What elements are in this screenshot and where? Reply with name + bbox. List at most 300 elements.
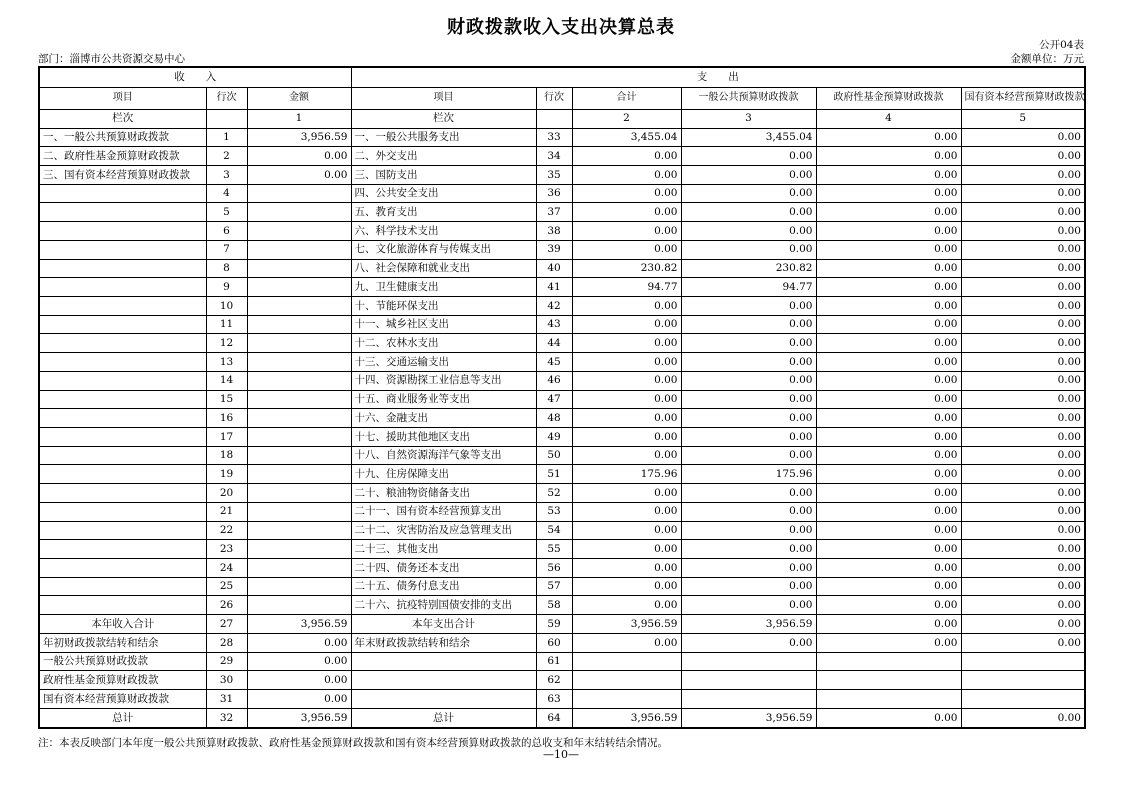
income-amount-cell xyxy=(247,240,351,259)
income-lineno-cell: 21 xyxy=(206,502,247,521)
table-row xyxy=(39,615,1085,634)
income-item-cell xyxy=(39,502,206,521)
income-amount-cell xyxy=(247,465,351,484)
expense-total-cell: 0.00 xyxy=(572,390,681,409)
income-amount-cell xyxy=(247,484,351,503)
expense-lineno-cell: 55 xyxy=(536,540,572,559)
table-row xyxy=(39,708,1085,728)
income-lineno-cell: 31 xyxy=(206,690,247,709)
expense-item-header: 项目 xyxy=(351,87,536,109)
expense-general-budget-cell: 0.00 xyxy=(681,390,816,409)
colnum-2: 2 xyxy=(572,109,681,128)
income-lineno-cell: 25 xyxy=(206,577,247,596)
income-lanci-label: 栏次 xyxy=(39,109,206,128)
income-item-cell: 三、国有资本经营预算财政拨款 xyxy=(39,165,206,184)
table-row xyxy=(39,353,1085,372)
expense-lineno-cell: 57 xyxy=(536,577,572,596)
table-row xyxy=(39,596,1085,615)
expense-total-cell: 0.00 xyxy=(572,521,681,540)
income-item-cell: 一、一般公共预算财政拨款 xyxy=(39,128,206,147)
expense-item-cell: 总计 xyxy=(351,708,536,728)
income-item-cell xyxy=(39,240,206,259)
expense-gov-fund-cell: 0.00 xyxy=(816,165,961,184)
income-amount-cell xyxy=(247,334,351,353)
expense-soe-capital-cell: 0.00 xyxy=(961,259,1085,278)
income-lineno-cell: 12 xyxy=(206,334,247,353)
expense-general-budget-cell: 0.00 xyxy=(681,428,816,447)
income-item-cell: 总计 xyxy=(39,708,206,728)
expense-general-budget-cell: 0.00 xyxy=(681,222,816,241)
expense-gov-fund-cell: 0.00 xyxy=(816,240,961,259)
expense-total-cell: 0.00 xyxy=(572,315,681,334)
income-item-cell: 二、政府性基金预算财政拨款 xyxy=(39,147,206,166)
expense-general-budget-cell: 0.00 xyxy=(681,540,816,559)
expense-total-cell: 0.00 xyxy=(572,446,681,465)
expense-item-cell: 十、节能环保支出 xyxy=(351,296,536,315)
expense-item-cell: 十二、农林水支出 xyxy=(351,334,536,353)
expense-general-budget-cell: 0.00 xyxy=(681,353,816,372)
income-item-cell: 政府性基金预算财政拨款 xyxy=(39,671,206,690)
expense-gov-fund-cell: 0.00 xyxy=(816,353,961,372)
income-lineno-header: 行次 xyxy=(206,87,247,109)
expense-item-cell: 二十四、债务还本支出 xyxy=(351,559,536,578)
table-row xyxy=(39,633,1085,652)
table-row xyxy=(39,540,1085,559)
expense-lineno-cell: 60 xyxy=(536,633,572,652)
income-amount-cell xyxy=(247,296,351,315)
expense-general-budget-cell: 0.00 xyxy=(681,371,816,390)
expense-lineno-cell: 48 xyxy=(536,409,572,428)
expense-general-budget-cell: 0.00 xyxy=(681,446,816,465)
table-row xyxy=(39,671,1085,690)
income-lineno-cell: 4 xyxy=(206,184,247,203)
expense-total-cell: 175.96 xyxy=(572,465,681,484)
expense-general-budget-cell: 3,455.04 xyxy=(681,128,816,147)
expense-total-cell: 0.00 xyxy=(572,222,681,241)
expense-soe-capital-cell: 0.00 xyxy=(961,559,1085,578)
expense-total-cell: 0.00 xyxy=(572,147,681,166)
expense-gov-fund-cell: 0.00 xyxy=(816,502,961,521)
expense-soe-capital-cell: 0.00 xyxy=(961,390,1085,409)
expense-item-cell: 七、文化旅游体育与传媒支出 xyxy=(351,240,536,259)
expense-total-cell: 0.00 xyxy=(572,484,681,503)
income-amount-cell xyxy=(247,540,351,559)
expense-gov-fund-cell: 0.00 xyxy=(816,203,961,222)
expense-general-budget-cell: 230.82 xyxy=(681,259,816,278)
income-amount-cell xyxy=(247,559,351,578)
expense-general-budget-cell: 3,956.59 xyxy=(681,708,816,728)
income-amount-cell: 0.00 xyxy=(247,671,351,690)
page-number: —10— xyxy=(543,748,579,761)
expense-general-budget-cell: 0.00 xyxy=(681,409,816,428)
income-section-header: 收 入 xyxy=(39,67,351,87)
income-item-cell: 年初财政拨款结转和结余 xyxy=(39,633,206,652)
income-item-cell: 一般公共预算财政拨款 xyxy=(39,652,206,671)
expense-soe-capital-cell: 0.00 xyxy=(961,278,1085,297)
income-item-cell xyxy=(39,278,206,297)
expense-item-cell: 八、社会保障和就业支出 xyxy=(351,259,536,278)
income-lineno-cell: 26 xyxy=(206,596,247,615)
income-amount-cell xyxy=(247,596,351,615)
expense-gov-fund-cell: 0.00 xyxy=(816,465,961,484)
income-amount-cell xyxy=(247,278,351,297)
expense-lineno-cell: 61 xyxy=(536,652,572,671)
expense-soe-capital-cell: 0.00 xyxy=(961,334,1085,353)
expense-general-budget-cell: 0.00 xyxy=(681,315,816,334)
expense-lineno-cell: 62 xyxy=(536,671,572,690)
expense-item-cell: 二十、粮油物资储备支出 xyxy=(351,484,536,503)
income-amount-cell xyxy=(247,184,351,203)
expense-gov-fund-cell: 0.00 xyxy=(816,128,961,147)
expense-general-budget-cell xyxy=(681,671,816,690)
income-item-cell xyxy=(39,484,206,503)
expense-total-cell: 230.82 xyxy=(572,259,681,278)
expense-total-cell: 0.00 xyxy=(572,577,681,596)
income-item-cell xyxy=(39,296,206,315)
income-amount-cell: 3,956.59 xyxy=(247,708,351,728)
colnum-1: 1 xyxy=(247,109,351,128)
income-lineno-cell: 27 xyxy=(206,615,247,634)
income-amount-cell: 0.00 xyxy=(247,690,351,709)
expense-total-cell: 0.00 xyxy=(572,540,681,559)
income-lineno-cell: 20 xyxy=(206,484,247,503)
expense-lineno-cell: 35 xyxy=(536,165,572,184)
expense-soe-capital-cell: 0.00 xyxy=(961,315,1085,334)
expense-lineno-cell: 42 xyxy=(536,296,572,315)
income-amount-header: 金额 xyxy=(247,87,351,109)
income-lineno-cell: 30 xyxy=(206,671,247,690)
income-amount-cell xyxy=(247,428,351,447)
colnum-4: 4 xyxy=(816,109,961,128)
expense-general-budget-cell: 0.00 xyxy=(681,147,816,166)
income-lineno-cell: 24 xyxy=(206,559,247,578)
expense-gov-fund-cell: 0.00 xyxy=(816,559,961,578)
expense-lineno-cell: 36 xyxy=(536,184,572,203)
income-item-cell xyxy=(39,577,206,596)
expense-lineno-cell: 37 xyxy=(536,203,572,222)
expense-lineno-cell: 56 xyxy=(536,559,572,578)
expense-general-budget-cell: 0.00 xyxy=(681,521,816,540)
expense-lineno-header: 行次 xyxy=(536,87,572,109)
table-row xyxy=(39,278,1085,297)
expense-item-cell xyxy=(351,671,536,690)
expense-lineno-cell: 58 xyxy=(536,596,572,615)
expense-item-cell: 四、公共安全支出 xyxy=(351,184,536,203)
expense-lineno-cell: 39 xyxy=(536,240,572,259)
income-lineno-cell: 22 xyxy=(206,521,247,540)
table-row xyxy=(39,502,1085,521)
expense-gov-fund-cell: 0.00 xyxy=(816,147,961,166)
expense-lineno-cell: 63 xyxy=(536,690,572,709)
expense-lineno-cell: 49 xyxy=(536,428,572,447)
table-row xyxy=(39,184,1085,203)
column-header-row xyxy=(39,87,1085,109)
expense-total-cell: 0.00 xyxy=(572,353,681,372)
income-amount-cell: 3,956.59 xyxy=(247,128,351,147)
table-row xyxy=(39,484,1085,503)
page-title: 财政拨款收入支出决算总表 xyxy=(447,17,675,38)
expense-gov-fund-cell: 0.00 xyxy=(816,633,961,652)
expense-soe-capital-cell xyxy=(961,671,1085,690)
expense-item-cell: 二十一、国有资本经营预算支出 xyxy=(351,502,536,521)
table-row xyxy=(39,465,1085,484)
expense-total-cell: 0.00 xyxy=(572,596,681,615)
income-item-cell: 国有资本经营预算财政拨款 xyxy=(39,690,206,709)
expense-item-cell: 年末财政拨款结转和结余 xyxy=(351,633,536,652)
income-lineno-cell: 6 xyxy=(206,222,247,241)
table-row xyxy=(39,334,1085,353)
table-row xyxy=(39,690,1085,709)
expense-total-cell: 0.00 xyxy=(572,203,681,222)
department-label: 部门：淄博市公共资源交易中心 xyxy=(38,53,185,65)
section-header-row xyxy=(39,67,1085,87)
expense-soe-capital-cell: 0.00 xyxy=(961,484,1085,503)
expense-general-budget-cell: 0.00 xyxy=(681,240,816,259)
table-row xyxy=(39,428,1085,447)
income-lineno-cell: 11 xyxy=(206,315,247,334)
expense-total-cell: 0.00 xyxy=(572,296,681,315)
expense-general-budget-cell: 0.00 xyxy=(681,633,816,652)
expense-item-cell: 二、外交支出 xyxy=(351,147,536,166)
expense-gov-fund-cell: 0.00 xyxy=(816,390,961,409)
income-lineno-cell: 13 xyxy=(206,353,247,372)
expense-soe-capital-cell: 0.00 xyxy=(961,165,1085,184)
expense-lineno-cell: 34 xyxy=(536,147,572,166)
income-item-cell xyxy=(39,353,206,372)
income-item-cell xyxy=(39,596,206,615)
expense-total-cell: 0.00 xyxy=(572,409,681,428)
income-lineno-cell: 28 xyxy=(206,633,247,652)
table-row xyxy=(39,128,1085,147)
table-row xyxy=(39,409,1085,428)
table-row xyxy=(39,296,1085,315)
income-amount-cell: 0.00 xyxy=(247,165,351,184)
expense-gov-fund-cell: 0.00 xyxy=(816,484,961,503)
expense-item-cell: 十五、商业服务业等支出 xyxy=(351,390,536,409)
expense-gov-fund-cell xyxy=(816,652,961,671)
expense-general-budget-cell: 0.00 xyxy=(681,596,816,615)
expense-soe-capital-cell: 0.00 xyxy=(961,371,1085,390)
expense-soe-capital-cell: 0.00 xyxy=(961,446,1085,465)
income-amount-cell xyxy=(247,371,351,390)
expense-gov-fund-cell: 0.00 xyxy=(816,371,961,390)
empty-cell xyxy=(206,109,247,128)
expense-general-budget-cell xyxy=(681,652,816,671)
expense-soe-capital-cell xyxy=(961,652,1085,671)
income-item-cell xyxy=(39,409,206,428)
income-amount-cell: 0.00 xyxy=(247,633,351,652)
expense-general-budget-cell: 0.00 xyxy=(681,296,816,315)
expense-total-cell: 0.00 xyxy=(572,165,681,184)
expense-total-cell: 0.00 xyxy=(572,633,681,652)
expense-gov-fund-cell xyxy=(816,690,961,709)
income-item-cell xyxy=(39,390,206,409)
income-amount-cell: 3,956.59 xyxy=(247,615,351,634)
expense-gov-fund-cell: 0.00 xyxy=(816,521,961,540)
expense-soe-capital-cell: 0.00 xyxy=(961,147,1085,166)
expense-gov-fund-cell: 0.00 xyxy=(816,540,961,559)
expense-soe-capital-cell xyxy=(961,690,1085,709)
expense-lineno-cell: 52 xyxy=(536,484,572,503)
expense-total-cell: 0.00 xyxy=(572,240,681,259)
expense-soe-capital-cell: 0.00 xyxy=(961,222,1085,241)
income-lineno-cell: 16 xyxy=(206,409,247,428)
expense-item-cell xyxy=(351,690,536,709)
expense-general-budget-cell: 0.00 xyxy=(681,165,816,184)
expense-lineno-cell: 38 xyxy=(536,222,572,241)
income-amount-cell xyxy=(247,409,351,428)
income-lineno-cell: 1 xyxy=(206,128,247,147)
expense-total-cell: 0.00 xyxy=(572,428,681,447)
expense-item-cell: 三、国防支出 xyxy=(351,165,536,184)
income-item-cell xyxy=(39,315,206,334)
expense-total-cell: 0.00 xyxy=(572,371,681,390)
expense-general-budget-cell xyxy=(681,690,816,709)
expense-section-header: 支 出 xyxy=(351,67,1085,87)
income-lineno-cell: 19 xyxy=(206,465,247,484)
income-amount-cell xyxy=(247,203,351,222)
expense-soe-capital-cell: 0.00 xyxy=(961,540,1085,559)
expense-item-cell: 十三、交通运输支出 xyxy=(351,353,536,372)
income-amount-cell: 0.00 xyxy=(247,652,351,671)
expense-gov-fund-cell: 0.00 xyxy=(816,315,961,334)
expense-lineno-cell: 53 xyxy=(536,502,572,521)
income-amount-cell xyxy=(247,502,351,521)
expense-gov-fund-cell: 0.00 xyxy=(816,222,961,241)
expense-gov-fund-cell: 0.00 xyxy=(816,334,961,353)
gov-fund-header: 政府性基金预算财政拨款 xyxy=(816,87,961,109)
expense-general-budget-cell: 3,956.59 xyxy=(681,615,816,634)
expense-lineno-cell: 64 xyxy=(536,708,572,728)
expense-gov-fund-cell: 0.00 xyxy=(816,596,961,615)
income-amount-cell xyxy=(247,259,351,278)
expense-lineno-cell: 33 xyxy=(536,128,572,147)
expense-soe-capital-cell: 0.00 xyxy=(961,465,1085,484)
expense-gov-fund-cell: 0.00 xyxy=(816,259,961,278)
expense-total-cell: 3,455.04 xyxy=(572,128,681,147)
soe-capital-header: 国有资本经营预算财政拨款 xyxy=(961,87,1085,109)
income-item-cell xyxy=(39,203,206,222)
expense-soe-capital-cell: 0.00 xyxy=(961,296,1085,315)
expense-item-cell: 九、卫生健康支出 xyxy=(351,278,536,297)
expense-gov-fund-cell: 0.00 xyxy=(816,615,961,634)
income-amount-cell xyxy=(247,521,351,540)
expense-lineno-cell: 44 xyxy=(536,334,572,353)
expense-gov-fund-cell: 0.00 xyxy=(816,296,961,315)
income-amount-cell xyxy=(247,577,351,596)
expense-total-cell xyxy=(572,652,681,671)
expense-general-budget-cell: 0.00 xyxy=(681,502,816,521)
expense-item-cell: 五、教育支出 xyxy=(351,203,536,222)
expense-gov-fund-cell xyxy=(816,671,961,690)
income-item-cell xyxy=(39,184,206,203)
expense-soe-capital-cell: 0.00 xyxy=(961,428,1085,447)
table-row xyxy=(39,315,1085,334)
expense-soe-capital-cell: 0.00 xyxy=(961,502,1085,521)
expense-general-budget-cell: 94.77 xyxy=(681,278,816,297)
expense-gov-fund-cell: 0.00 xyxy=(816,577,961,596)
expense-item-cell: 二十三、其他支出 xyxy=(351,540,536,559)
expense-general-budget-cell: 0.00 xyxy=(681,484,816,503)
expense-item-cell: 十一、城乡社区支出 xyxy=(351,315,536,334)
income-item-cell xyxy=(39,559,206,578)
column-number-row xyxy=(39,109,1085,128)
income-item-cell xyxy=(39,222,206,241)
expense-general-budget-cell: 175.96 xyxy=(681,465,816,484)
income-lineno-cell: 8 xyxy=(206,259,247,278)
table-row xyxy=(39,652,1085,671)
expense-lineno-cell: 59 xyxy=(536,615,572,634)
income-lineno-cell: 3 xyxy=(206,165,247,184)
expense-item-cell: 十八、自然资源海洋气象等支出 xyxy=(351,446,536,465)
income-item-cell xyxy=(39,428,206,447)
expense-item-cell: 二十二、灾害防治及应急管理支出 xyxy=(351,521,536,540)
expense-item-cell: 二十六、抗疫特别国债安排的支出 xyxy=(351,596,536,615)
expense-gov-fund-cell: 0.00 xyxy=(816,446,961,465)
expense-soe-capital-cell: 0.00 xyxy=(961,240,1085,259)
table-row xyxy=(39,371,1085,390)
table-row xyxy=(39,577,1085,596)
expense-lineno-cell: 40 xyxy=(536,259,572,278)
table-body xyxy=(39,128,1085,728)
income-lineno-cell: 7 xyxy=(206,240,247,259)
expense-soe-capital-cell: 0.00 xyxy=(961,615,1085,634)
expense-general-budget-cell: 0.00 xyxy=(681,577,816,596)
income-amount-cell xyxy=(247,315,351,334)
income-lineno-cell: 10 xyxy=(206,296,247,315)
income-amount-cell xyxy=(247,353,351,372)
income-amount-cell xyxy=(247,390,351,409)
expense-total-cell: 0.00 xyxy=(572,559,681,578)
income-item-cell xyxy=(39,521,206,540)
expense-total-cell xyxy=(572,671,681,690)
income-lineno-cell: 23 xyxy=(206,540,247,559)
table-row xyxy=(39,240,1085,259)
income-item-cell xyxy=(39,259,206,278)
income-lineno-cell: 15 xyxy=(206,390,247,409)
expense-soe-capital-cell: 0.00 xyxy=(961,184,1085,203)
expense-gov-fund-cell: 0.00 xyxy=(816,428,961,447)
expense-item-cell xyxy=(351,652,536,671)
expense-gov-fund-cell: 0.00 xyxy=(816,278,961,297)
income-item-cell xyxy=(39,334,206,353)
income-item-cell xyxy=(39,465,206,484)
expense-soe-capital-cell: 0.00 xyxy=(961,128,1085,147)
table-row xyxy=(39,165,1085,184)
income-lineno-cell: 9 xyxy=(206,278,247,297)
footnote: 注：本表反映部门本年度一般公共预算财政拨款、政府性基金预算财政拨款和国有资本经营预算财政拨款的总收支和年末结转结余情况。 xyxy=(38,737,668,749)
expense-item-cell: 十七、援助其他地区支出 xyxy=(351,428,536,447)
table-code-label: 公开04表 xyxy=(1039,39,1084,51)
expense-item-cell: 二十五、债务付息支出 xyxy=(351,577,536,596)
colnum-5: 5 xyxy=(961,109,1085,128)
expense-lineno-cell: 45 xyxy=(536,353,572,372)
meta-row xyxy=(38,51,1084,66)
table-row xyxy=(39,521,1085,540)
expense-total-cell xyxy=(572,690,681,709)
expense-gov-fund-cell: 0.00 xyxy=(816,708,961,728)
expense-lineno-cell: 47 xyxy=(536,390,572,409)
expense-total-cell: 0.00 xyxy=(572,502,681,521)
expense-soe-capital-cell: 0.00 xyxy=(961,596,1085,615)
income-amount-cell xyxy=(247,446,351,465)
expense-lineno-cell: 41 xyxy=(536,278,572,297)
table-row xyxy=(39,222,1085,241)
expense-total-header: 合计 xyxy=(572,87,681,109)
expense-lanci-label: 栏次 xyxy=(351,109,536,128)
expense-lineno-cell: 51 xyxy=(536,465,572,484)
table-row xyxy=(39,259,1085,278)
